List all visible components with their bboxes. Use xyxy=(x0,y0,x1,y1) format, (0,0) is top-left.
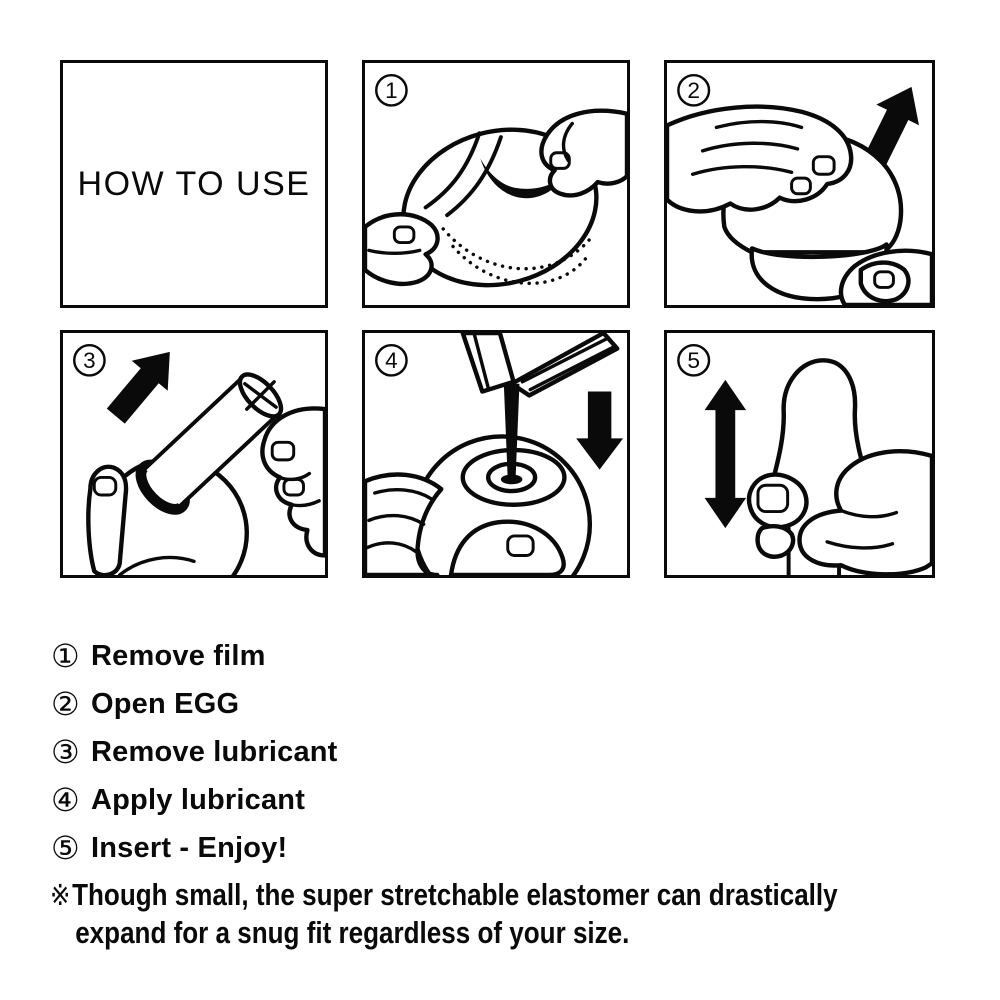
footnote-line-2 xyxy=(50,914,838,952)
arrow-down-icon xyxy=(576,392,623,470)
svg-text:1: 1 xyxy=(385,78,398,104)
step-3-badge xyxy=(74,345,104,375)
arrow-up-right-icon xyxy=(98,337,188,431)
step-1-label: Remove film xyxy=(91,639,266,672)
step-item-4 xyxy=(51,776,338,824)
step-2-bullet: ② xyxy=(51,685,80,723)
step-item-3 xyxy=(51,728,338,776)
panel-step-1 xyxy=(362,60,630,308)
panel-step-2 xyxy=(664,60,935,308)
panel-step-3 xyxy=(60,330,328,578)
page-title: HOW TO USE xyxy=(77,164,311,203)
step-1-badge xyxy=(376,75,406,105)
footnote-text-2: expand for a snug fit regardless of your size. xyxy=(75,915,630,950)
step-5-bullet: ⑤ xyxy=(51,829,80,867)
step-3-label: Remove lubricant xyxy=(91,735,338,768)
remove-lubricant-illustration xyxy=(63,333,325,575)
svg-text:3: 3 xyxy=(83,348,96,374)
step-list xyxy=(51,632,338,872)
panel-step-4 xyxy=(362,330,630,578)
footnote-text-1: Though small, the super stretchable elastomer can drastically xyxy=(72,877,838,912)
footnote-line-1 xyxy=(50,876,838,914)
step-2-label: Open EGG xyxy=(91,687,240,720)
svg-text:5: 5 xyxy=(687,348,701,374)
svg-text:4: 4 xyxy=(385,348,398,374)
apply-lubricant-illustration xyxy=(365,333,627,575)
step-item-1 xyxy=(51,632,338,680)
step-4-bullet: ④ xyxy=(51,781,80,819)
open-egg-illustration xyxy=(667,63,932,305)
step-item-2 xyxy=(51,680,338,728)
step-5-label: Insert - Enjoy! xyxy=(91,831,288,864)
peel-film-illustration xyxy=(365,63,627,305)
svg-text:2: 2 xyxy=(687,78,701,104)
step-4-label: Apply lubricant xyxy=(91,783,306,816)
title-panel xyxy=(60,60,328,308)
reference-mark-icon: ※ xyxy=(50,878,71,912)
step-2-badge xyxy=(678,75,709,105)
step-item-5 xyxy=(51,824,338,872)
arrow-up-down-icon xyxy=(705,380,747,528)
panel-step-5 xyxy=(664,330,935,578)
step-1-bullet: ① xyxy=(51,637,80,675)
step-3-bullet: ③ xyxy=(51,733,80,771)
footnote xyxy=(50,876,838,952)
step-4-badge xyxy=(376,345,406,375)
insert-enjoy-illustration xyxy=(667,333,932,575)
step-5-badge xyxy=(678,345,709,375)
left-hand xyxy=(365,214,438,284)
